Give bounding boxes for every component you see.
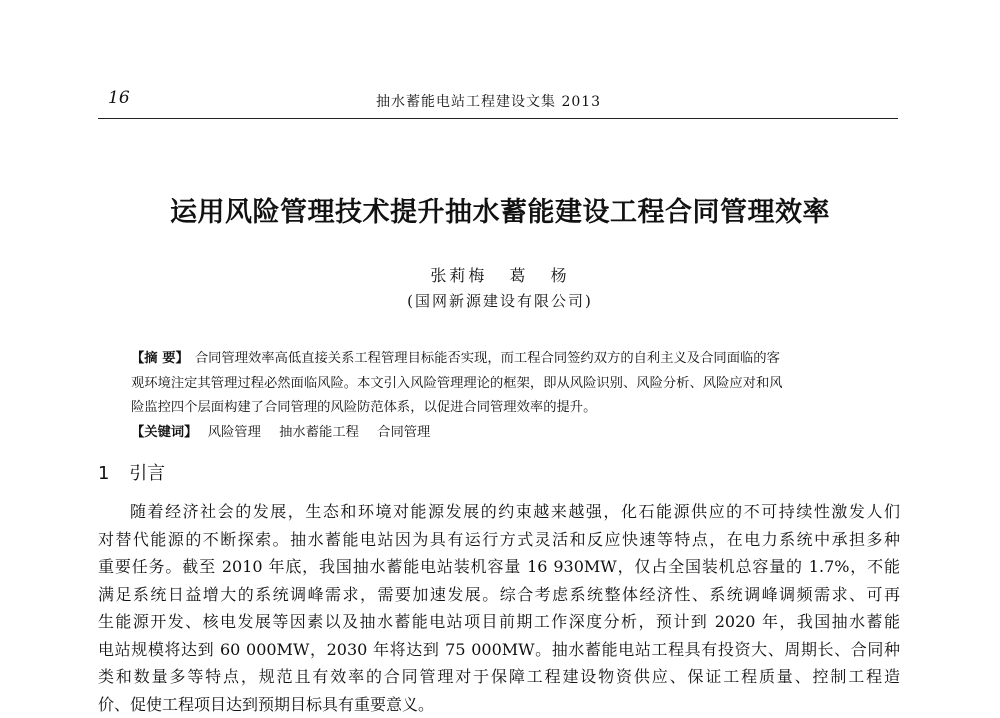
keywords bbox=[131, 421, 879, 446]
paragraph-line: 电站规模将达到 60 000MW，2030 年将达到 75 000MW。抽水蓄能电站工程具有投资大、周期长、合同种 bbox=[98, 636, 900, 664]
header-rule bbox=[98, 118, 898, 119]
paragraph-line: 类和数量多等特点，规范且有效率的合同管理对于保障工程建设物资供应、保证工程质量、控制工程造 bbox=[98, 663, 900, 691]
paragraph-line: 随着经济社会的发展，生态和环境对能源发展的约束越来越强，化石能源供应的不可持续性激发人们 bbox=[98, 498, 900, 526]
paragraph-line: 满足系统日益增大的系统调峰需求，需要加速发展。综合考虑系统整体经济性、系统调峰调频需求、可再 bbox=[98, 581, 900, 609]
section-heading bbox=[98, 459, 165, 485]
keyword: 抽水蓄能工程 bbox=[279, 425, 359, 440]
author-name: 张莉梅 bbox=[430, 266, 487, 285]
article-title: 运用风险管理技术提升抽水蓄能建设工程合同管理效率 bbox=[120, 190, 880, 229]
authors bbox=[300, 263, 700, 286]
paragraph-line: 生能源开发、核电发展等因素以及抽水蓄能电站项目前期工作深度分析，预计到 2020 年，我国抽水蓄能 bbox=[98, 608, 900, 636]
section-title: 引言 bbox=[129, 463, 165, 484]
keyword: 合同管理 bbox=[377, 425, 430, 440]
abstract-line: 【摘 要】 合同管理效率高低直接关系工程管理目标能否实现，而工程合同签约双方的自利主义及合同面临的客 bbox=[131, 347, 879, 372]
keyword: 风险管理 bbox=[208, 425, 261, 440]
running-head: 抽水蓄能电站工程建设文集 2013 bbox=[376, 91, 666, 111]
section-number: 1 bbox=[98, 463, 109, 484]
abstract bbox=[131, 347, 879, 421]
page-number: 16 bbox=[108, 88, 130, 108]
abstract-label: 【摘 要】 bbox=[131, 351, 189, 366]
affiliation: (国网新源建设有限公司) bbox=[300, 290, 700, 311]
abstract-line: 险监控四个层面构建了合同管理的风险防范体系，以促进合同管理效率的提升。 bbox=[131, 396, 879, 421]
paragraph-line: 重要任务。截至 2010 年底，我国抽水蓄能电站装机容量 16 930MW，仅占全国装机总容量的 1.7%，不能 bbox=[98, 553, 900, 581]
paragraph-line: 对替代能源的不断探索。抽水蓄能电站因为具有运行方式灵活和反应快速等特点，在电力系统中承担多种 bbox=[98, 526, 900, 554]
keywords-label: 【关键词】 bbox=[131, 425, 197, 440]
paragraph-line: 价、促使工程项目达到预期目标具有重要意义。 bbox=[98, 691, 900, 718]
author-name: 葛 杨 bbox=[510, 266, 570, 285]
abstract-line: 观环境注定其管理过程必然面临风险。本文引入风险管理理论的框架，即从风险识别、风险分析、风险应对和风 bbox=[131, 372, 879, 397]
body-paragraph bbox=[98, 498, 900, 718]
